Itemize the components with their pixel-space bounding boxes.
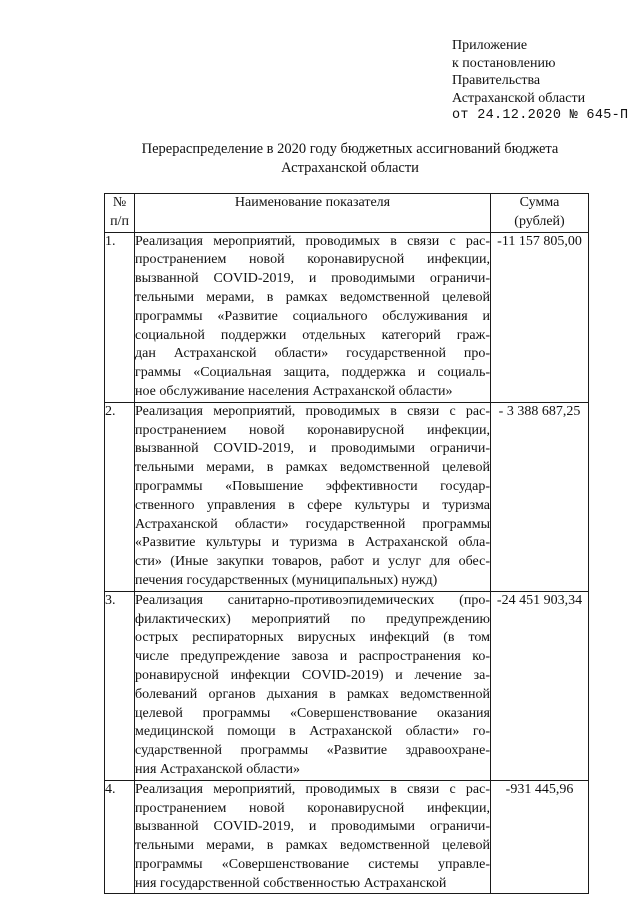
indicator-name-line: ния государственной собственностью Астраханской [135, 875, 447, 891]
row-indicator-name [135, 232, 491, 402]
document-title [100, 140, 600, 177]
indicator-name-line: программы «Развитие социального обслуживания и [135, 308, 490, 324]
indicator-name-line: дан Астраханской области» государственной про- [135, 346, 490, 362]
indicator-name-line: вызванной COVID-2019, и проводимыми ограничи- [135, 819, 490, 835]
row-sum: -11 157 805,00 [491, 232, 589, 402]
row-number: 3. [105, 591, 135, 780]
row-indicator-name [135, 780, 491, 894]
indicator-name-line: социальной поддержки отдельных категорий граж- [135, 327, 490, 343]
indicator-name-line: Реализация мероприятий, проводимых в связи с рас- [135, 403, 490, 419]
header-number [105, 194, 135, 233]
indicator-name-line: пространением новой коронавирусной инфекции, [135, 800, 490, 816]
indicator-name-line: ния Астраханской области» [135, 761, 301, 777]
indicator-name-line: острых респираторных вирусных инфекций (в том [135, 630, 490, 646]
header-sum-line: Сумма [519, 195, 560, 210]
document-title-line: Астраханской области [281, 159, 419, 176]
indicator-name-line: пространением новой коронавирусной инфекции, [135, 252, 490, 268]
indicator-name-line: целевой программы «Совершенствование оказания [135, 705, 490, 721]
table-row [105, 780, 589, 894]
row-sum: - 3 388 687,25 [491, 402, 589, 591]
row-sum: -24 451 903,34 [491, 591, 589, 780]
indicator-name-line: медицинской помощи в Астраханской области» го- [135, 724, 490, 740]
table-row [105, 591, 589, 780]
indicator-name-line: болеваний органов дыхания в рамках ведомственной [135, 686, 490, 702]
indicator-name-line: филактических) мероприятий по предупреждению [135, 611, 490, 627]
indicator-name-line: Реализация мероприятий, проводимых в связи с рас- [135, 233, 490, 249]
header-number-line: п/п [110, 213, 129, 229]
document-title-line: Перераспределение в 2020 году бюджетных ассигнований бюджета [141, 141, 559, 157]
row-indicator-name [135, 591, 491, 780]
indicator-name-line: печения государственных (муниципальных) нужд) [135, 572, 438, 588]
indicator-name-line: граммы «Социальная защита, поддержка и социаль- [135, 365, 490, 381]
indicator-name-line: вызванной COVID-2019, и проводимыми ограничи- [135, 441, 490, 457]
appendix-line: к постановлению [452, 55, 556, 71]
indicator-name-line: программы «Совершенствование системы управле- [135, 856, 490, 872]
header-sum-line: (рублей) [514, 213, 565, 229]
indicator-name-line: вызванной COVID-2019, и проводимыми ограничи- [135, 271, 490, 287]
indicator-name-line: Реализация санитарно-противоэпидемических (про- [135, 592, 490, 608]
indicator-name-line: тельными мерами, в рамках ведомственной целевой [135, 289, 490, 305]
indicator-name-line: ное обслуживание населения Астраханской области» [135, 383, 453, 399]
row-number: 1. [105, 232, 135, 402]
indicator-name-line: пространением новой коронавирусной инфекции, [135, 422, 490, 438]
row-indicator-name [135, 402, 491, 591]
table-row [105, 402, 589, 591]
row-number: 2. [105, 402, 135, 591]
header-name: Наименование показателя [135, 194, 491, 233]
indicator-name-line: тельными мерами, в рамках ведомственной целевой [135, 838, 490, 854]
indicator-name-line: сударственной программы «Развитие здравоохране- [135, 743, 490, 759]
indicator-name-line: тельными мерами, в рамках ведомственной целевой [135, 460, 490, 476]
header-number-line: № [112, 195, 127, 210]
row-sum: -931 445,96 [491, 780, 589, 894]
budget-table [104, 193, 589, 894]
indicator-name-line: числе предупреждение завоза и распространения ко- [135, 649, 490, 665]
appendix-line: Приложение [452, 38, 528, 53]
row-number: 4. [105, 780, 135, 894]
indicator-name-line: ственного управления в сфере культуры и туризма [135, 497, 490, 513]
indicator-name-line: Реализация мероприятий, проводимых в связи с рас- [135, 781, 490, 797]
table-header-row [105, 194, 589, 233]
appendix-line: Правительства [452, 73, 541, 88]
indicator-name-line: Астраханской области» государственной программы [135, 516, 490, 532]
table-body [105, 232, 589, 894]
indicator-name-line: программы «Повышение эффективности государ- [135, 478, 490, 494]
indicator-name-line: сти» (Иные закупки товаров, работ и услуг для обес- [135, 554, 490, 570]
table-row [105, 232, 589, 402]
indicator-name-line: ронавирусной инфекции COVID-2019) и лечение за- [135, 667, 490, 683]
appendix-line: Астраханской области [452, 90, 586, 106]
appendix-date-number: от 24.12.2020 № 645-П [452, 108, 629, 123]
header-sum [491, 194, 589, 233]
indicator-name-line: «Развитие культуры и туризма в Астраханской обла- [135, 535, 490, 551]
appendix-block [452, 37, 628, 125]
